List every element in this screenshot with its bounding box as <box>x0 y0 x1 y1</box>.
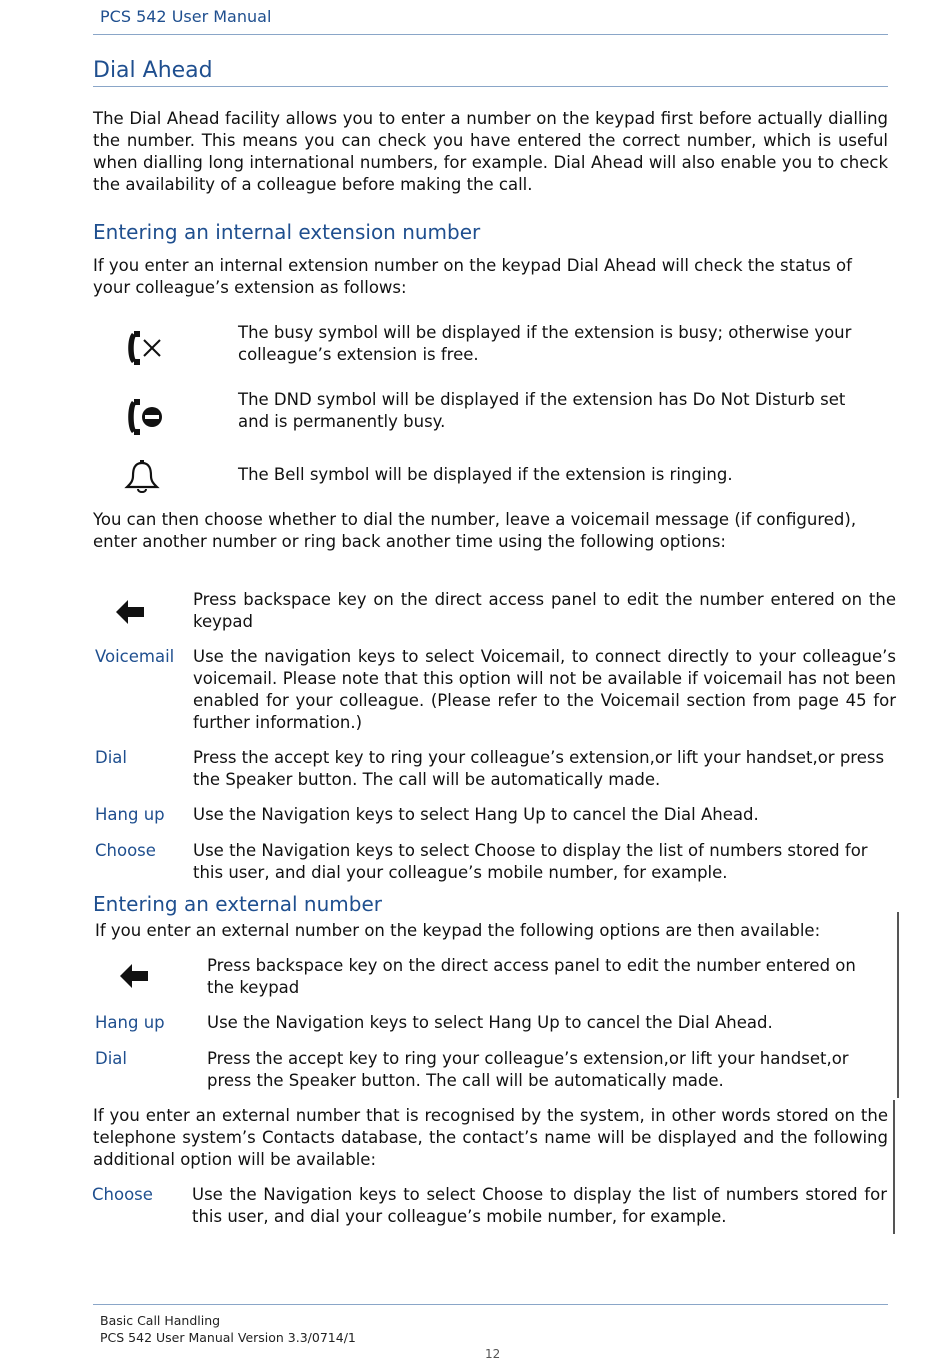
section-title: Dial Ahead <box>93 58 213 83</box>
internal-option-hangup-term: Hang up <box>95 805 165 824</box>
internal-heading: Entering an internal extension number <box>93 220 481 244</box>
backspace-arrow-icon <box>114 598 146 626</box>
dnd-description: The DND symbol will be displayed if the extension has Do Not Disturb set and is permanently busy. <box>238 390 846 431</box>
internal-option-backspace-text: Press backspace key on the direct access panel to edit the number entered on the keypad <box>193 590 896 631</box>
external-option-dial-text: Press the accept key to ring your colleague’s extension,or lift your handset,or press the Speaker button. The call will be automatically made. <box>207 1049 849 1090</box>
section-title-rule <box>93 86 888 87</box>
internal-option-dial-term: Dial <box>95 748 127 767</box>
bell-description: The Bell symbol will be displayed if the extension is ringing. <box>238 465 733 484</box>
bell-icon <box>124 460 160 494</box>
page-number: 12 <box>485 1347 501 1361</box>
internal-option-voicemail-text: Use the navigation keys to select Voicemail, to connect directly to your colleague’s voicemail. Please note that this option will not be available if voicemail has not been enabled for your colleague. (Please refer to the Voicemail section from page 45 for further information.) <box>193 647 896 732</box>
footer-version: PCS 542 User Manual Version 3.3/0714/1 <box>100 1330 356 1345</box>
internal-option-hangup-text: Use the Navigation keys to select Hang Up to cancel the Dial Ahead. <box>193 805 759 824</box>
internal-after-paragraph: You can then choose whether to dial the number, leave a voicemail message (if configured), enter another number or ring back another time using the following options: <box>93 510 857 551</box>
external-option-hangup-term: Hang up <box>95 1013 165 1032</box>
change-bar <box>897 912 899 1098</box>
backspace-arrow-icon <box>118 962 150 990</box>
external-intro: If you enter an external number on the keypad the following options are then available: <box>95 921 821 940</box>
footer-rule <box>93 1304 888 1305</box>
dnd-icon <box>124 398 164 436</box>
external-option-choose-text: Use the Navigation keys to select Choose to display the list of numbers stored for this user, and dial your colleague’s mobile number, for example. <box>192 1185 887 1226</box>
external-heading: Entering an external number <box>93 892 382 916</box>
busy-icon <box>124 330 164 366</box>
internal-option-choose-term: Choose <box>95 841 156 860</box>
running-header: PCS 542 User Manual <box>100 7 272 26</box>
internal-option-dial-text: Press the accept key to ring your colleague’s extension,or lift your handset,or press the Speaker button. The call will be automatically made. <box>193 748 885 789</box>
footer-section: Basic Call Handling <box>100 1313 221 1328</box>
internal-option-choose-text: Use the Navigation keys to select Choose to display the list of numbers stored for this user, and dial your colleague’s mobile number, for example. <box>193 841 868 882</box>
external-option-dial-term: Dial <box>95 1049 127 1068</box>
intro-paragraph: The Dial Ahead facility allows you to enter a number on the keypad first before actually dialling the number. This means you can check you have entered the correct number, which is useful when dialling long international numbers, for example. Dial Ahead will also enable you to check the availability of a colleague before making the call. <box>93 109 888 194</box>
external-option-backspace-text: Press backspace key on the direct access panel to edit the number entered on the keypad <box>207 956 856 997</box>
external-recognised-paragraph: If you enter an external number that is recognised by the system, in other words stored on the telephone system’s Contacts database, the contact’s name will be displayed and the following additional option will be available: <box>93 1106 888 1169</box>
header-rule <box>93 34 888 35</box>
internal-intro: If you enter an internal extension number on the keypad Dial Ahead will check the status of your colleague’s extension as follows: <box>93 256 852 297</box>
internal-option-voicemail-term: Voicemail <box>95 647 175 666</box>
external-option-choose-term: Choose <box>92 1185 153 1204</box>
busy-description: The busy symbol will be displayed if the extension is busy; otherwise your colleague’s extension is free. <box>238 323 852 364</box>
external-option-hangup-text: Use the Navigation keys to select Hang Up to cancel the Dial Ahead. <box>207 1013 773 1032</box>
change-bar <box>893 1100 895 1234</box>
